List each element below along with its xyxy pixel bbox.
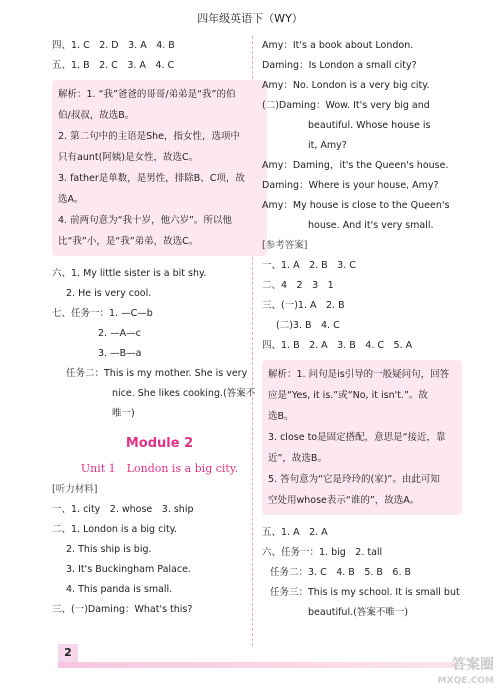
explanation-line: 空处用whose表示“谁的”，故选A。 (268, 495, 420, 506)
explanation-line: 伯/叔叔，故选B。 (58, 110, 135, 121)
answer-line: 二、1. London is a big city. (52, 524, 177, 535)
dialogue-line: (二)Daming：Wow. It's very big and (262, 100, 430, 111)
watermark-main: 答案圈 (452, 657, 494, 673)
answer-line: 四、1. B 2. A 3. B 4. C 5. A (262, 340, 413, 351)
explanation-line: 4. 前两句意为“我十岁，他六岁”。所以他 (58, 215, 232, 226)
answer-line: 二、4 2 3 1 (262, 280, 334, 291)
module-title: Module 2 (125, 436, 194, 451)
explanation-line: 3. close to是固定搭配，意思是“接近，靠 (268, 432, 446, 443)
answer-line: 任务二：3. C 4. B 5. B 6. B (270, 567, 412, 578)
answers-tag: [参考答案] (262, 240, 308, 251)
answer-line: beautiful.(答案不唯一) (308, 607, 409, 618)
dialogue-line: beautiful. Whose house is (308, 120, 431, 131)
explanation-line: 只有aunt(阿姨)是女性，故选C。 (58, 152, 199, 163)
answer-line: 三、(一)Daming：What's this? (52, 604, 193, 615)
explanation-box (52, 80, 267, 256)
explanation-line: 选B。 (268, 411, 294, 422)
answer-line: 四、1. C 2. D 3. A 4. B (52, 40, 175, 51)
answer-line: 2. He is very cool. (66, 288, 152, 299)
answer-line: 4. This panda is small. (66, 584, 173, 595)
answer-line: 五、1. B 2. C 3. A 4. C (52, 60, 175, 71)
left-column (52, 36, 267, 620)
explanation-line: 5. 答句意为“它是玲玲的(家)”。由此可知 (268, 474, 440, 485)
dialogue-line: house. And it's very small. (308, 220, 434, 231)
footer-band (58, 662, 458, 668)
explanation-line: 3. father是单数，是男性，排除B、C项，故 (58, 173, 245, 184)
answer-line: 任务二：This is my mother. She is very (66, 368, 248, 379)
answer-line: 五、1. A 2. A (262, 527, 328, 538)
page-header: 四年级英语下（WY） (197, 12, 303, 25)
dialogue-line: Amy：It's a book about London. (262, 40, 414, 51)
explanation-line: 比“我”小，是“我”弟弟，故选C。 (58, 236, 199, 247)
dialogue-line: Daming：Is London a small city? (262, 60, 417, 71)
explanation-line: 选A。 (58, 194, 84, 205)
answer-line: 六、任务一：1. big 2. tall (262, 547, 383, 558)
answer-line: 唯一) (112, 408, 135, 419)
page-number: 2 (58, 644, 78, 662)
answer-line: 一、1. A 2. B 3. C (262, 260, 356, 271)
site-watermark (414, 657, 494, 693)
explanation-line: 应是“Yes, it is.”或“No, it isn't.”。故 (268, 390, 428, 401)
answer-line: nice. She likes cooking.(答案不 (112, 388, 256, 399)
answer-line: 3. It's Buckingham Palace. (66, 564, 191, 575)
answer-line: 一、1. city 2. whose 3. ship (52, 504, 194, 515)
answer-line: 任务三：This is my school. It is small but (270, 587, 460, 598)
answer-line: 2. —A—c (98, 328, 141, 339)
dialogue-line: Daming：Where is your house, Amy? (262, 180, 439, 191)
explanation-line: 2. 第二句中的主语是She，指女性，选项中 (58, 131, 240, 142)
explanation-line: 解析：1. 问句是is引导的一般疑问句，回答 (268, 369, 450, 380)
explanation-box (262, 360, 462, 515)
answer-line: 3. —B—a (98, 348, 142, 359)
dialogue-line: Amy：My house is close to the Queen's (262, 200, 450, 211)
answer-line: 六、1. My little sister is a bit shy. (52, 268, 207, 279)
dialogue-line: it, Amy? (308, 140, 347, 151)
answer-line: (二)3. B 4. C (276, 320, 340, 331)
dialogue-line: Amy：No. London is a very big city. (262, 80, 430, 91)
explanation-line: 近”，故选B。 (268, 453, 327, 464)
answer-line: 三、(一)1. A 2. B (262, 300, 345, 311)
dialogue-line: Amy：Daming，it's the Queen's house. (262, 160, 449, 171)
answer-line: 七、任务一：1. —C—b (52, 308, 153, 319)
answer-line: 2. This ship is big. (66, 544, 152, 555)
watermark-sub: MXQE.COM (437, 676, 494, 686)
listening-tag: [听力材料] (52, 484, 98, 495)
unit-title: Unit 1 London is a big city. (80, 462, 239, 475)
explanation-line: 解析：1. “我”爸爸的哥哥/弟弟是“我”的伯 (58, 89, 236, 100)
right-column (262, 36, 462, 623)
